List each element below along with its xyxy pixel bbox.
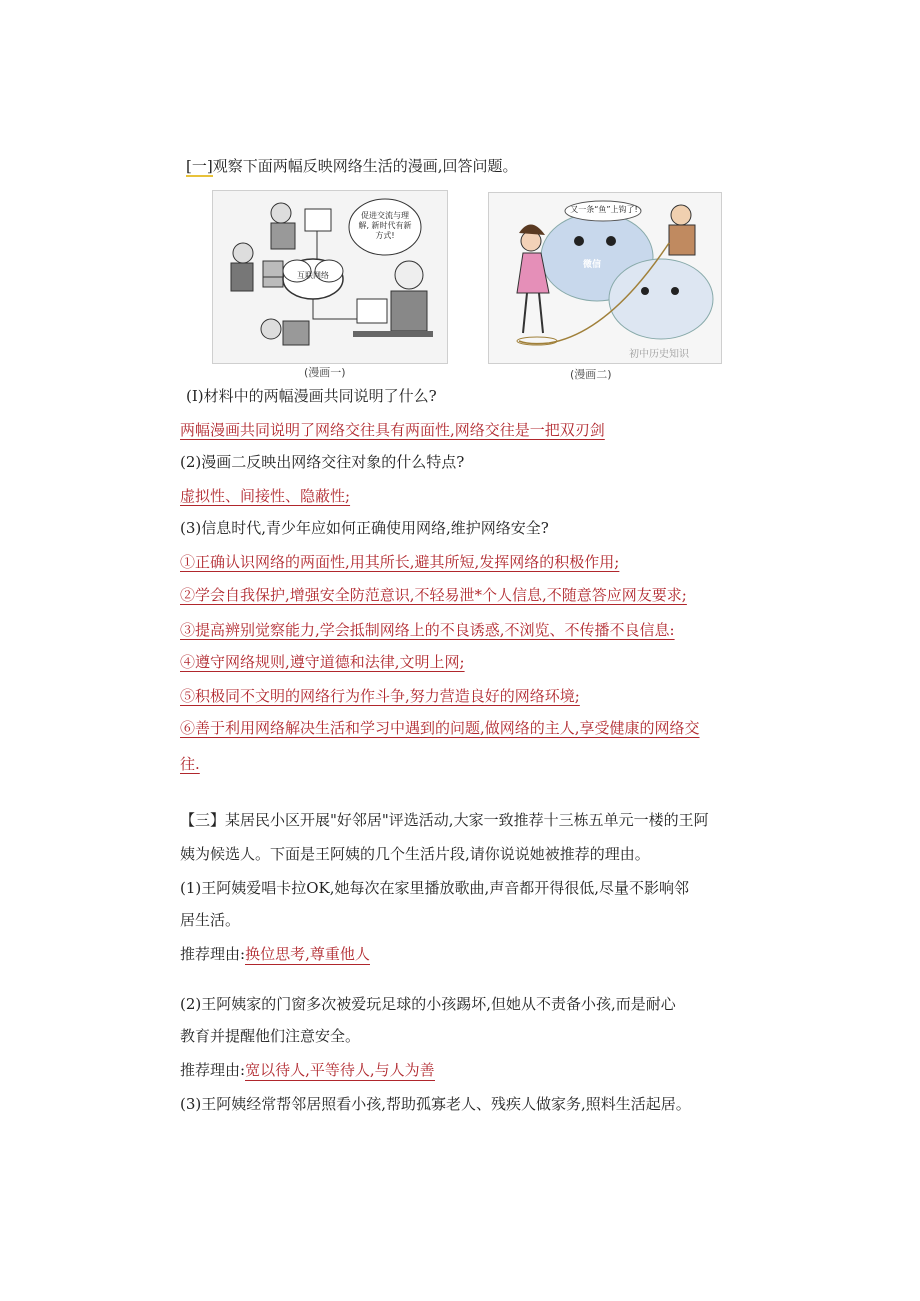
comic-two-image <box>488 192 722 364</box>
reason-1 <box>180 944 370 964</box>
answer-3-item: ⑤积极同不文明的网络行为作斗争,努力营造良好的网络环境; <box>180 687 580 705</box>
comic-one-image <box>212 190 448 364</box>
reason-2-answer: 宽以待人,平等待人,与人为善 <box>245 1061 435 1079</box>
comic-two-wechat-label: 微信 <box>583 260 602 270</box>
reason-2 <box>180 1060 435 1080</box>
comic-two-caption: (漫画二) <box>570 368 612 381</box>
answer-1: 两幅漫画共同说明了网络交往具有两面性,网络交往是一把双刃剑 <box>180 421 605 439</box>
comic-two-bubble-text: 又一条“鱼”上钩了! <box>570 205 638 214</box>
answer-3-item: ⑥善于利用网络解决生活和学习中遇到的问题,做网络的主人,享受健康的网络交 <box>180 719 700 737</box>
comic-one-caption: (漫画一) <box>304 366 346 379</box>
answer-3-item: ②学会自我保护,增强安全防范意识,不轻易泄*个人信息,不随意答应网友要求; <box>180 586 687 604</box>
section1-heading <box>186 156 518 176</box>
question-1: (I)材料中的两幅漫画共同说明了什么? <box>186 387 437 405</box>
question-3: (3)信息时代,青少年应如何正确使用网络,维护网络安全? <box>180 519 549 537</box>
scenario-1-line-1: (1)王阿姨爱唱卡拉OK,她每次在家里播放歌曲,声音都开得很低,尽量不影响邻 <box>180 879 690 897</box>
scenario-1-line-2: 居生活。 <box>180 911 241 929</box>
comic-two-watermark: 初中历史知识 <box>629 349 689 360</box>
section1-number: [一] <box>186 157 213 175</box>
answer-2: 虚拟性、间接性、隐蔽性; <box>180 487 351 505</box>
scenario-2-line-2: 教育并提醒他们注意安全。 <box>180 1027 361 1045</box>
scenario-2-line-1: (2)王阿姨家的门窗多次被爱玩足球的小孩踢坏,但她从不责备小孩,而是耐心 <box>180 995 676 1013</box>
section3-intro-line-2: 姨为候选人。下面是王阿姨的几个生活片段,请你说说她被推荐的理由。 <box>180 845 650 863</box>
comic-one-bubble-text: 促进交流与理解, 新时代有新方式! <box>358 211 412 240</box>
answer-3-item: ④遵守网络规则,遵守道德和法律,文明上网; <box>180 653 465 671</box>
comic-one-cloud-text: 互联网络 <box>297 271 329 280</box>
answer-3-item: ③提高辨别觉察能力,学会抵制网络上的不良诱惑,不浏览、不传播不良信息: <box>180 621 675 639</box>
section1-heading-text: 观察下面两幅反映网络生活的漫画,回答问题。 <box>212 157 518 175</box>
reason-1-answer: 换位思考,尊重他人 <box>245 945 370 963</box>
section3-intro-line-1: 【三】某居民小区开展"好邻居"评选活动,大家一致推荐十三栋五单元一楼的王阿 <box>180 811 709 829</box>
answer-3-item: ①正确认识网络的两面性,用其所长,避其所短,发挥网络的积极作用; <box>180 553 620 571</box>
comic-two-drawing <box>489 193 721 363</box>
reason-label: 推荐理由: <box>180 1061 246 1079</box>
reason-label: 推荐理由: <box>180 945 246 963</box>
question-2: (2)漫画二反映出网络交往对象的什么特点? <box>180 453 465 471</box>
answer-3-item: 往. <box>180 755 200 773</box>
scenario-3-line-1: (3)王阿姨经常帮邻居照看小孩,帮助孤寡老人、残疾人做家务,照料生活起居。 <box>180 1095 691 1113</box>
